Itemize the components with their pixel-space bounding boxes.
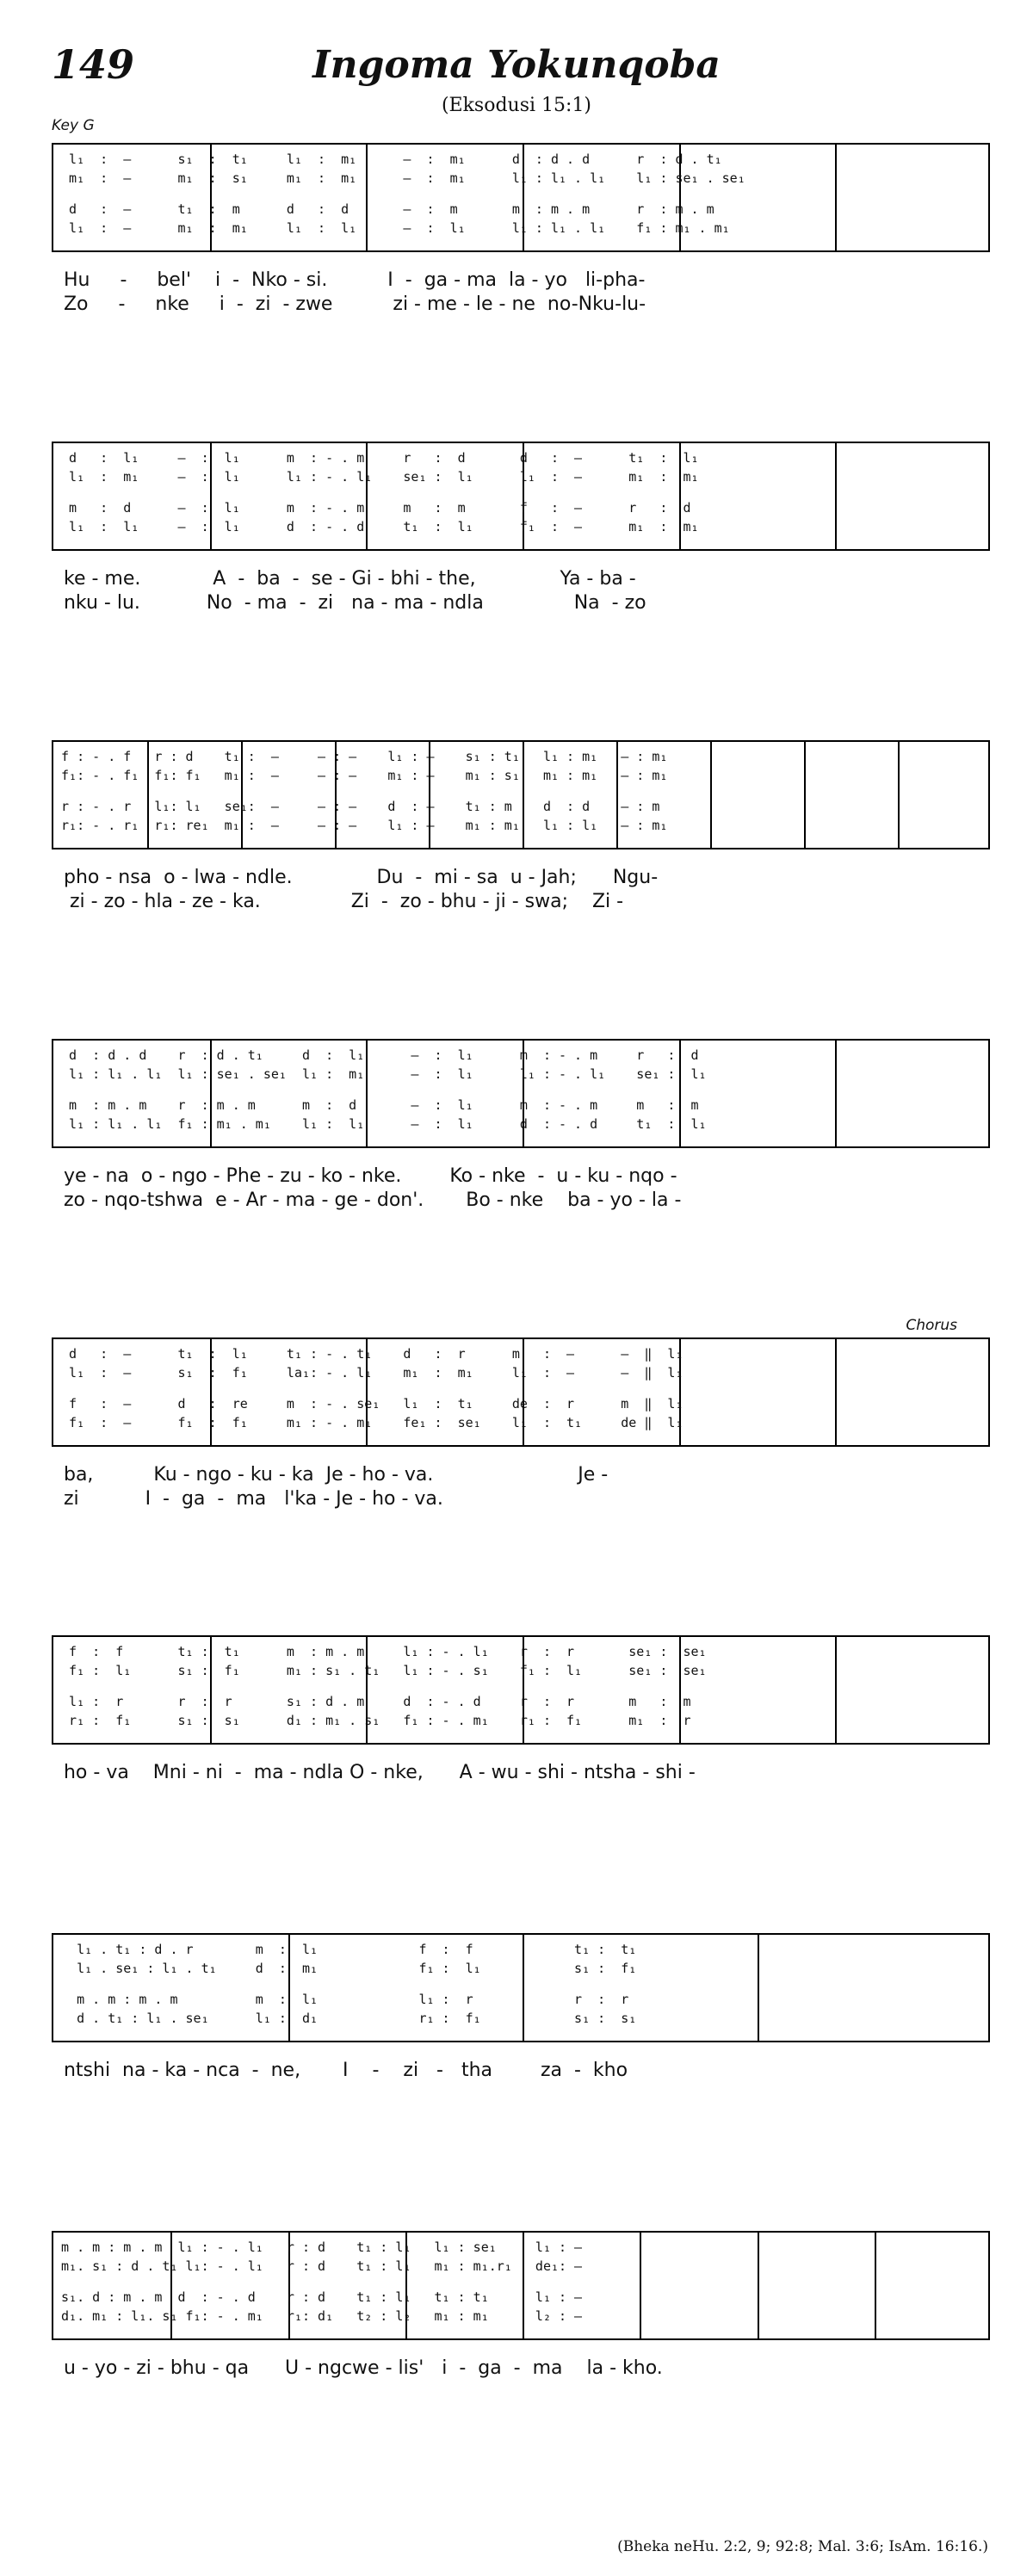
note-row: m : d — : l₁ m : - . m m : m f : — r : d [53,500,691,516]
lyric-line: zo - nqo-tshwa e - Ar - ma - ge - don'. Bo - nke ba - yo - la - [52,1189,682,1211]
note-row: l₁ : — m₁ : m₁ l₁ : l₁ — : l₁ l₁ : l₁ . l₁ f₁ : m₁ . m₁ [53,220,730,236]
note-row: d : — t₁ : l₁ t₁ : - . t₁ d : r m : — — ‖ l₁ [53,1346,684,1362]
song-title: Ingoma Yokunqoba [312,43,721,87]
note-row: l₁ : — s₁ : t₁ l₁ : m₁ — : m₁ d : d . d r : d . t₁ [53,151,722,167]
note-row: l₁ : m₁ — : l₁ l₁ : - . l₁ se₁ : l₁ l₁ : — m₁ : m₁ [53,469,699,485]
note-row: d . t₁ : l₁ . se₁ l₁ : d₁ r₁ : f₁ s₁ : s₁ [53,2011,637,2026]
lyric-line: pho - nsa o - lwa - ndle. Du - mi - sa u - Jah; Ngu- [52,867,659,888]
note-row: m₁ : — m₁ : s₁ m₁ : m₁ — : m₁ l₁ : l₁ . l₁ l₁ : se₁ . se₁ [53,170,745,186]
note-row: r₁: - . r₁ r₁: re₁ m₁ : — — : — l₁ : — m₁ : m₁ l₁ : l₁ — : m₁ [53,818,668,833]
music-system-6 [52,1635,990,1745]
note-row: r₁ : f₁ s₁ : s₁ d₁ : m₁ . s₁ f₁ : - . m₁ r₁ : f₁ m₁ : r [53,1713,691,1728]
music-system-8 [52,2231,990,2340]
lyric-line: zi I - ga - ma l'ka - Je - ho - va. [52,1488,443,1510]
music-system-7 [52,1933,990,2042]
lyric-line: ntshi na - ka - nca - ne, I - zi - tha za - kho [52,2060,628,2081]
note-row: l₁ : l₁ — : l₁ d : - . d t₁ : l₁ f₁ : — m₁ : m₁ [53,519,699,534]
lyric-line: ke - me. A - ba - se - Gi - bhi - the, Ya - ba - [52,568,636,590]
note-row: d : l₁ — : l₁ m : - . m r : d d : — t₁ : l₁ [53,450,699,466]
music-system-1 [52,143,990,252]
chorus-label: Chorus [906,1317,957,1334]
scripture-reference: (Eksodusi 15:1) [441,95,592,116]
note-row: m . m : m . m m : l₁ l₁ : r r : r [53,1992,629,2007]
note-row: l₁ : l₁ . l₁ l₁ : se₁ . se₁ l₁ : m₁ — : l₁ l₁ : - . l₁ se₁ : l₁ [53,1066,707,1082]
note-row: f₁ : — f₁ : f₁ m₁ : - . m₁ fe₁ : se₁ l₁ : t₁ de ‖ l₁ [53,1415,684,1430]
lyric-line: ye - na o - ngo - Phe - zu - ko - nke. Ko - nke - u - ku - nqo - [52,1165,677,1187]
music-system-4 [52,1039,990,1148]
note-row: m . m : m . m l₁ : - . l₁ r : d t₁ : l₁ l₁ : se₁ l₁ : — [53,2239,583,2255]
note-row: f : - . f r : d t₁ : — — : — l₁ : — s₁ : t₁ l₁ : m₁ — : m₁ [53,749,668,764]
footer-references: (Bheka neHu. 2:2, 9; 92:8; Mal. 3:6; IsAm. 16:16.) [617,2538,988,2555]
note-row: d₁. m₁ : l₁. s₁ f₁: - . m₁ r₁: d₁ t₂ : l₂ m₁ : m₁ l₂ : — [53,2308,583,2324]
lyric-line: nku - lu. No - ma - zi na - ma - ndla Na - zo [52,592,646,614]
note-row: s₁. d : m . m d : - . d r : d t₁ : l₁ t₁ : t₁ l₁ : — [53,2289,583,2305]
lyric-line: zi - zo - hla - ze - ka. Zi - zo - bhu - ji - swa; Zi - [52,891,624,912]
music-system-5 [52,1337,990,1447]
note-row: l₁ : r r : r s₁ : d . m d : - . d r : r m : m [53,1694,691,1709]
note-row: f₁: - . f₁ f₁: f₁ m₁ : — — : — m₁ : — m₁ : s₁ m₁ : m₁ — : m₁ [53,768,668,783]
note-row: m : m . m r : m . m m : d — : l₁ m : - . m m : m [53,1097,699,1113]
note-row: f₁ : l₁ s₁ : f₁ m₁ : s₁ . t₁ l₁ : - . s₁ f₁ : l₁ se₁ : se₁ [53,1663,707,1678]
song-number: 149 [52,41,135,88]
note-row: m₁. s₁ : d . t₁ l₁: - . l₁ r : d t₁ : l₁ m₁ : m₁.r₁ de₁: — [53,2258,583,2274]
lyric-line: Zo - nke i - zi - zwe zi - me - le - ne no-Nku-lu- [52,293,646,315]
lyric-line: ho - va Mni - ni - ma - ndla O - nke, A - wu - shi - ntsha - shi - [52,1762,696,1783]
music-system-3 [52,740,990,849]
note-row: f : f t₁ : t₁ m : m . m l₁ : - . l₁ r : r se₁ : se₁ [53,1644,707,1659]
note-row: d : d . d r : d . t₁ d : l₁ — : l₁ m : - . m r : d [53,1047,699,1063]
note-row: l₁ : l₁ . l₁ f₁ : m₁ . m₁ l₁ : l₁ — : l₁ d : - . d t₁ : l₁ [53,1116,707,1132]
key-signature: Key G [52,117,95,134]
note-row: r : - . r l₁: l₁ se₁: — — : — d : — t₁ : m d : d — : m [53,799,660,814]
note-row: d : — t₁ : m d : d — : m m : m . m r : m . m [53,201,714,217]
note-row: l₁ . t₁ : d . r m : l₁ f : f t₁ : t₁ [53,1942,637,1957]
lyric-line: Hu - bel' i - Nko - si. I - ga - ma la - yo li-pha- [52,269,646,291]
lyric-line: u - yo - zi - bhu - qa U - ngcwe - lis' i - ga - ma la - kho. [52,2357,663,2379]
note-row: l₁ . se₁ : l₁ . t₁ d : m₁ f₁ : l₁ s₁ : f₁ [53,1961,637,1976]
music-system-2 [52,442,990,551]
lyric-line: ba, Ku - ngo - ku - ka Je - ho - va. Je - [52,1464,609,1486]
note-row: f : — d : re m : - . se₁ l₁ : t₁ de : r m ‖ l₁ [53,1396,684,1412]
note-row: l₁ : — s₁ : f₁ la₁: - . l₁ m₁ : m₁ l₁ : — — ‖ l₁ [53,1365,684,1381]
